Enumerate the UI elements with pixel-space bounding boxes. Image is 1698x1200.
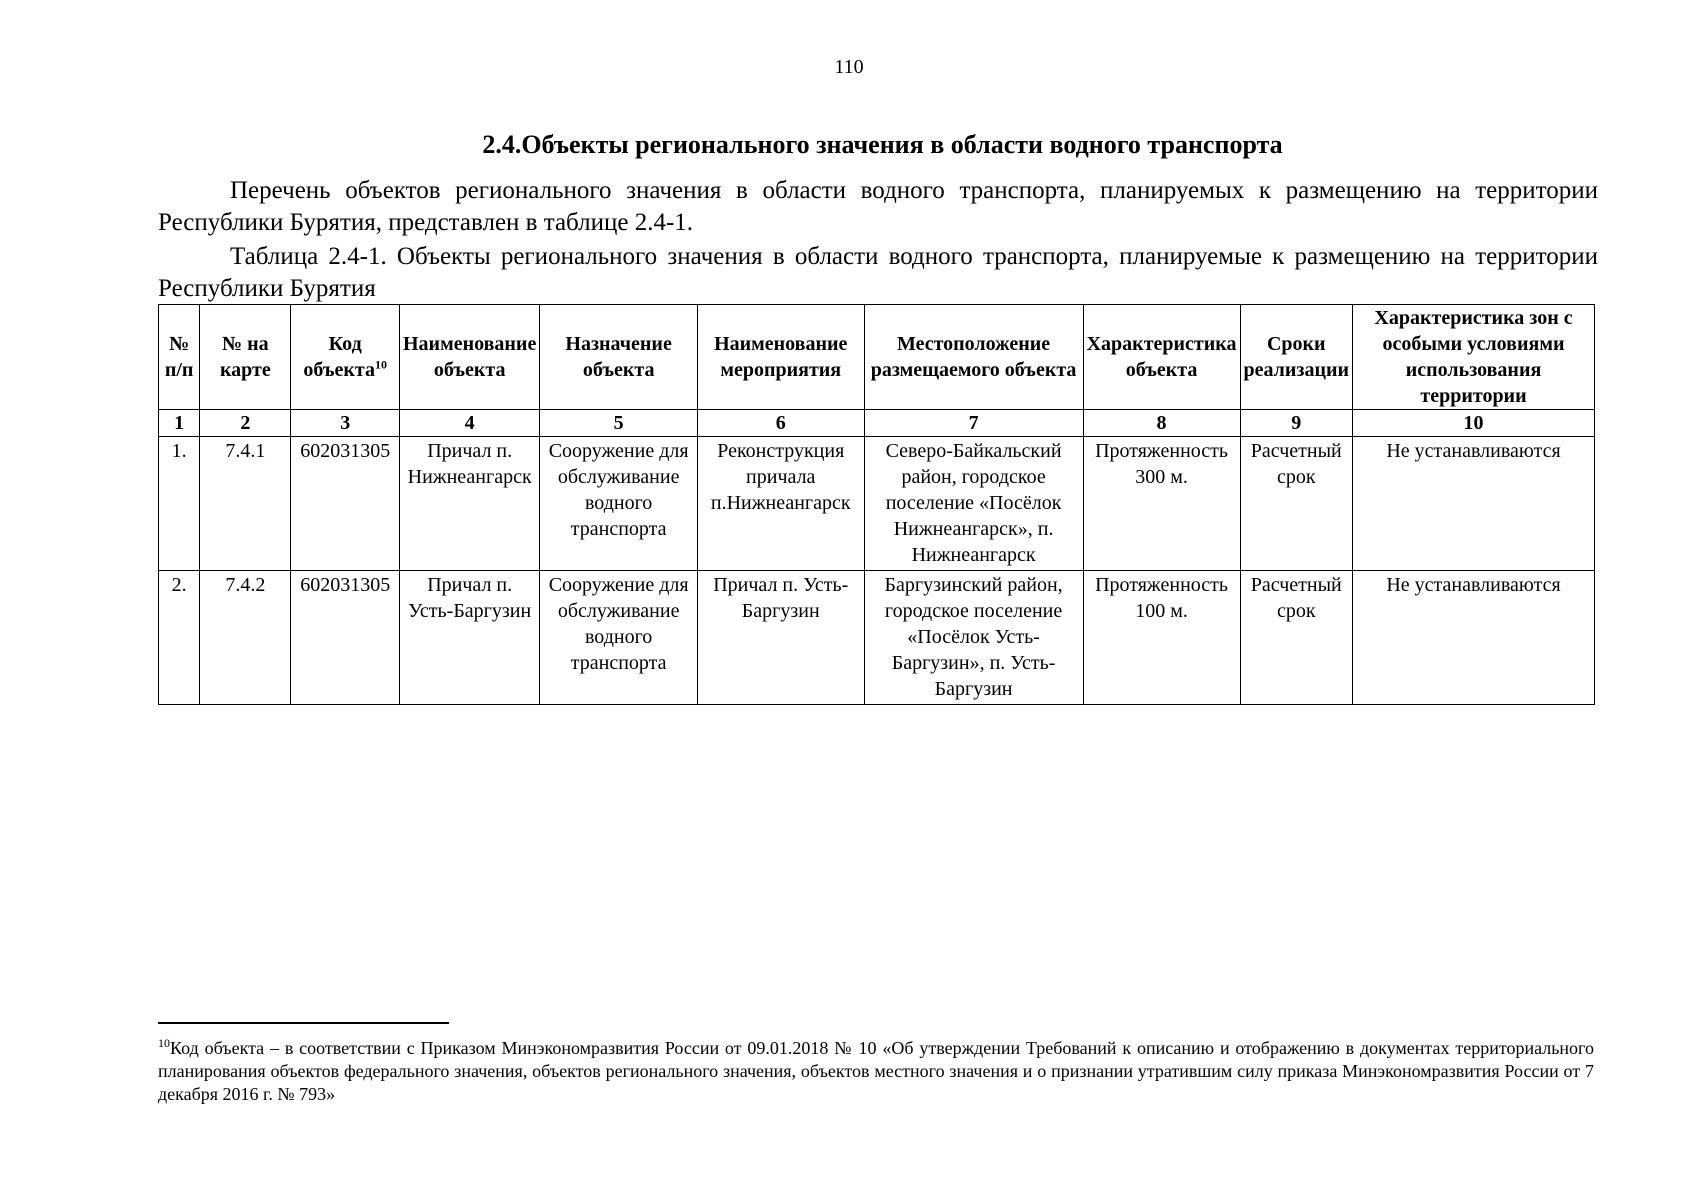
table-cell: Сооружение для обслуживание водного транспорта — [540, 571, 698, 705]
column-number: 4 — [400, 410, 540, 437]
table-caption: Таблица 2.4-1. Объекты регионального значения в области водного транспорта, планируемые к размещению на территории Республики Бурятия — [158, 243, 1598, 302]
page-number: 110 — [834, 56, 864, 78]
header-code-label: Код объекта — [303, 333, 375, 381]
table-cell: Причал п. Нижнеангарск — [400, 437, 540, 571]
column-number: 7 — [864, 410, 1083, 437]
column-number: 2 — [200, 410, 291, 437]
column-number: 5 — [540, 410, 698, 437]
header-cell — [291, 305, 400, 410]
column-number: 3 — [291, 410, 400, 437]
column-number-row — [159, 410, 1595, 437]
table-cell: 602031305 — [291, 571, 400, 705]
header-cell: Назначение объекта — [540, 305, 698, 410]
table-cell: 7.4.2 — [200, 571, 291, 705]
footnote-divider — [158, 1022, 449, 1024]
intro-paragraph: Перечень объектов регионального значения в области водного транспорта, планируемых к размещению на территории Республики Бурятия, представлен в таблице 2.4-1. — [158, 177, 1598, 236]
header-row — [159, 305, 1595, 410]
table-cell: Не устанавливаются — [1353, 437, 1595, 571]
table-cell: Не устанавливаются — [1353, 571, 1595, 705]
table-cell: 602031305 — [291, 437, 400, 571]
footnote-ref: 10 — [375, 357, 387, 372]
column-number: 1 — [159, 410, 200, 437]
table-cell: 1. — [159, 437, 200, 571]
footnote-text: Код объекта – в соответствии с Приказом Минэкономразвития России от 09.01.2018 № 10 «Об утверждении Требований к описанию и отображению в документах территориального планирования объектов федерального значения, объектов регионального значения, объектов местного значения и о признании утратившим силу приказа Минэкономразвития России от 7 декабря 2016 г. № 793» — [158, 1038, 1594, 1104]
column-number: 8 — [1083, 410, 1240, 437]
column-number: 9 — [1240, 410, 1353, 437]
header-cell: Наименование мероприятия — [697, 305, 864, 410]
section-heading: 2.4.Объекты регионального значения в области водного транспорта — [482, 130, 1283, 159]
table-cell: Баргузинский район, городское поселение «Посёлок Усть-Баргузин», п. Усть-Баргузин — [864, 571, 1083, 705]
footnote-mark: 10 — [158, 1036, 170, 1050]
table-cell: Расчетный срок — [1240, 571, 1353, 705]
table-cell: Причал п. Усть-Баргузин — [400, 571, 540, 705]
footnote — [158, 1037, 1594, 1106]
header-cell: Сроки реализации — [1240, 305, 1353, 410]
column-number: 6 — [697, 410, 864, 437]
objects-table — [158, 304, 1595, 705]
table-cell: Причал п. Усть-Баргузин — [697, 571, 864, 705]
column-number: 10 — [1353, 410, 1595, 437]
table-cell: Расчетный срок — [1240, 437, 1353, 571]
table-cell: Сооружение для обслуживание водного транспорта — [540, 437, 698, 571]
table-cell: 7.4.1 — [200, 437, 291, 571]
table-cell: Реконструкция причала п.Нижнеангарск — [697, 437, 864, 571]
header-cell: № п/п — [159, 305, 200, 410]
header-cell: Наименование объекта — [400, 305, 540, 410]
header-cell: Местоположение размещаемого объекта — [864, 305, 1083, 410]
table-cell: Протяженность 300 м. — [1083, 437, 1240, 571]
table-row — [159, 437, 1595, 571]
intro-block — [158, 175, 1598, 305]
table-cell: Северо-Байкальский район, городское поселение «Посёлок Нижнеангарск», п. Нижнеангарск — [864, 437, 1083, 571]
header-cell: Характеристика зон с особыми условиями использования территории — [1353, 305, 1595, 410]
table-row — [159, 571, 1595, 705]
table-cell: Протяженность 100 м. — [1083, 571, 1240, 705]
table-cell: 2. — [159, 571, 200, 705]
header-cell: Характеристика объекта — [1083, 305, 1240, 410]
header-cell: № на карте — [200, 305, 291, 410]
